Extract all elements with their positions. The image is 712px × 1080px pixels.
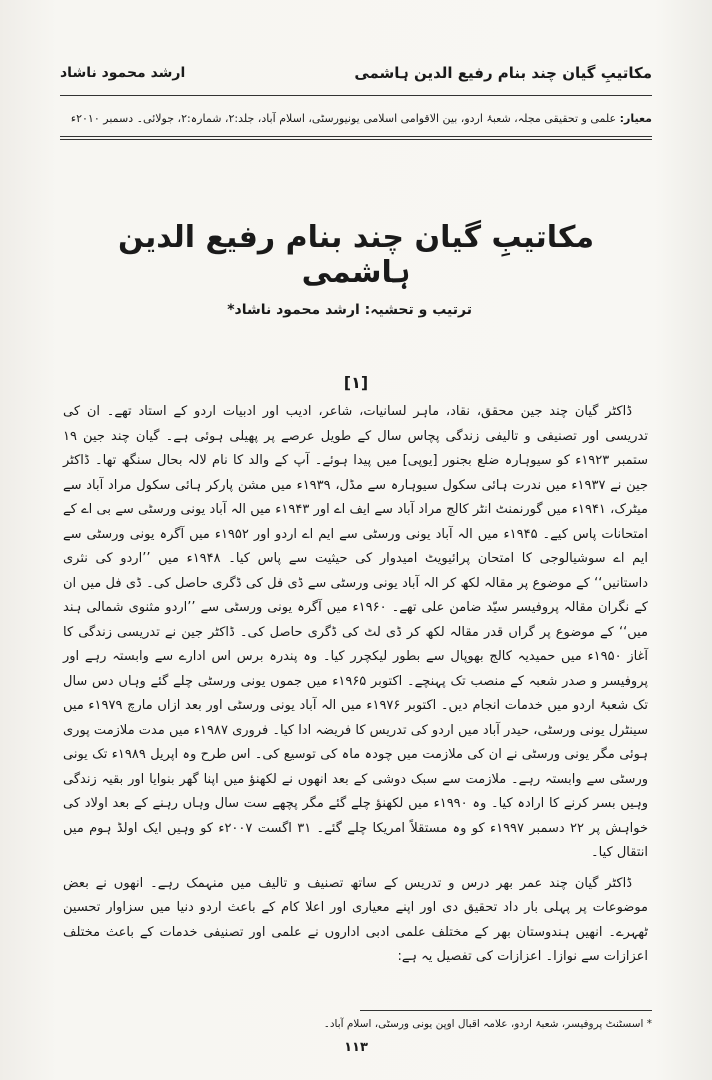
running-title: مکاتیبِ گیان چند بنام رفیع الدین ہاشمی	[354, 64, 652, 82]
header-rule	[60, 95, 652, 96]
journal-label: معیار:	[619, 112, 652, 125]
article-title: مکاتیبِ گیان چند بنام رفیع الدین ہاشمی	[117, 220, 595, 290]
journal-rule-top	[60, 136, 652, 137]
running-header	[60, 58, 652, 88]
running-author: ارشد محمود ناشاد	[60, 65, 186, 81]
article-body	[63, 400, 648, 970]
page-number: ۱۱۳	[344, 1040, 368, 1055]
body-paragraph: ڈاکٹر گیان چند عمر بھر درس و تدریس کے ساتھ تصنیف و تالیف میں منہمک رہے۔ انھوں نے بعض موضوعات پر پہلی بار داد تحقیق دی اور اپنے معیاری اور اعلا کام کے باعث اردو دنیا میں سزاوار تحسین ٹھہرے۔ انھیں ہندوستان بھر کے مختلف علمی ادبی اداروں نے علمی اور تصنیفی خدمات کے باعث مختلف اعزازات سے نوازا۔ اعزازات کی تفصیل یہ ہے:	[63, 875, 648, 964]
article-byline: ترتیب و تحشیہ: ارشد محمود ناشاد*	[227, 302, 472, 318]
journal-citation	[60, 112, 652, 132]
footnote: * اسسٹنٹ پروفیسر، شعبۂ اردو، علامہ اقبال اوپن یونی ورسٹی، اسلام آباد۔	[323, 1018, 652, 1030]
section-number: [۱]	[343, 373, 369, 392]
body-paragraph: ڈاکٹر گیان چند جین محقق، نقاد، ماہر لسانیات، شاعر، ادیب اور ادبیات اردو کے استاد تھے۔ ان کی تدریسی اور تصنیفی و تالیفی زندگی پچاس سال کے طویل عرصے پر پھیلی ہوئی ہے۔ گیان چند جین ۱۹ ستمبر ۱۹۲۳ء کو سیوہارہ ضلع بجنور [یوپی] میں پیدا ہوئے۔ آپ کے والد کا نام لالہ بحال سنگھ تھا۔ ڈاکٹر جین نے ۱۹۳۷ء میں ندرت ہائی سکول سیوہارہ سے مڈل، ۱۹۳۹ء میں مشن پارکر ہائی سکول مراد آباد سے میٹرک، ۱۹۴۱ء میں گورنمنٹ انٹر کالج مراد آباد سے ایف اے اور ۱۹۴۳ء میں الہ آباد یونی ورسٹی سے بی اے کے امتحانات پاس کیے۔ ۱۹۴۵ء میں الہ آباد یونی ورسٹی سے ایم اے اردو اور ۱۹۵۲ء میں آگرہ یونی ورسٹی سے ایم اے سوشیالوجی کا امتحان پرائیویٹ امیدوار کی حیثیت سے پاس کیا۔ ۱۹۴۸ء میں ’’اردو کی نثری داستانیں‘‘ کے موضوع پر مقالہ لکھ کر الہ آباد یونی ورسٹی سے ڈی فل کی ڈگری حاصل کی۔ ڈی فل میں ان کے نگران مقالہ پروفیسر سیّد ضامن علی تھے۔ ۱۹۶۰ء میں آگرہ یونی ورسٹی سے ’’اردو مثنوی شمالی ہند میں‘‘ کے موضوع پر گراں قدر مقالہ لکھ کر ڈی لٹ کی ڈگری حاصل کی۔ ڈاکٹر جین نے تدریسی زندگی کا آغاز ۱۹۵۰ء میں حمیدیہ کالج بھوپال سے بطور لیکچرر کیا۔ وہ پندرہ برس اس ادارے سے وابستہ رہے اور پروفیسر و صدر شعبہ کے منصب تک پہنچے۔ اکتوبر ۱۹۶۵ء میں جموں یونی ورسٹی چلے گئے وہاں دس سال تک شعبۂ اردو میں خدمات انجام دیں۔ اکتوبر ۱۹۷۶ء میں الہ آباد یونی ورسٹی اور بعد ازاں مارچ ۱۹۷۹ء میں سینٹرل یونی ورسٹی، حیدر آباد میں اردو کی تدریس کا فریضہ ادا کیا۔ فروری ۱۹۸۷ء میں مدت ملازمت پوری ہوئی مگر یونی ورسٹی نے ان کی ملازمت میں چودہ ماہ کی توسیع کی۔ اس طرح وہ اپریل ۱۹۸۹ء تک یونی ورسٹی سے وابستہ رہے۔ ملازمت سے سبک دوشی کے بعد انھوں نے لکھنؤ میں اپنا گھر بنوایا اور بقیہ زندگی وہیں بسر کرنے کا ارادہ کیا۔ وہ ۱۹۹۰ء میں لکھنؤ چلے گئے مگر پچھے ست سال وہاں رہنے کے بعد اولاد کی خواہش پر ۲۲ دسمبر ۱۹۹۷ء کو وہ مستقلاً امریکا چلے گئے۔ ۳۱ اگست ۲۰۰۷ء کو وہیں ایک اولڈ ہوم میں انتقال کیا۔	[63, 404, 649, 860]
journal-rule-bottom	[60, 139, 652, 140]
journal-details: علمی و تحقیقی مجلہ، شعبۂ اردو، بین الاقوامی اسلامی یونیورسٹی، اسلام آباد، جلد:۲، شمارہ:۲، جولائی۔ دسمبر ۲۰۱۰ء	[70, 112, 617, 125]
footnote-rule	[360, 1010, 652, 1011]
